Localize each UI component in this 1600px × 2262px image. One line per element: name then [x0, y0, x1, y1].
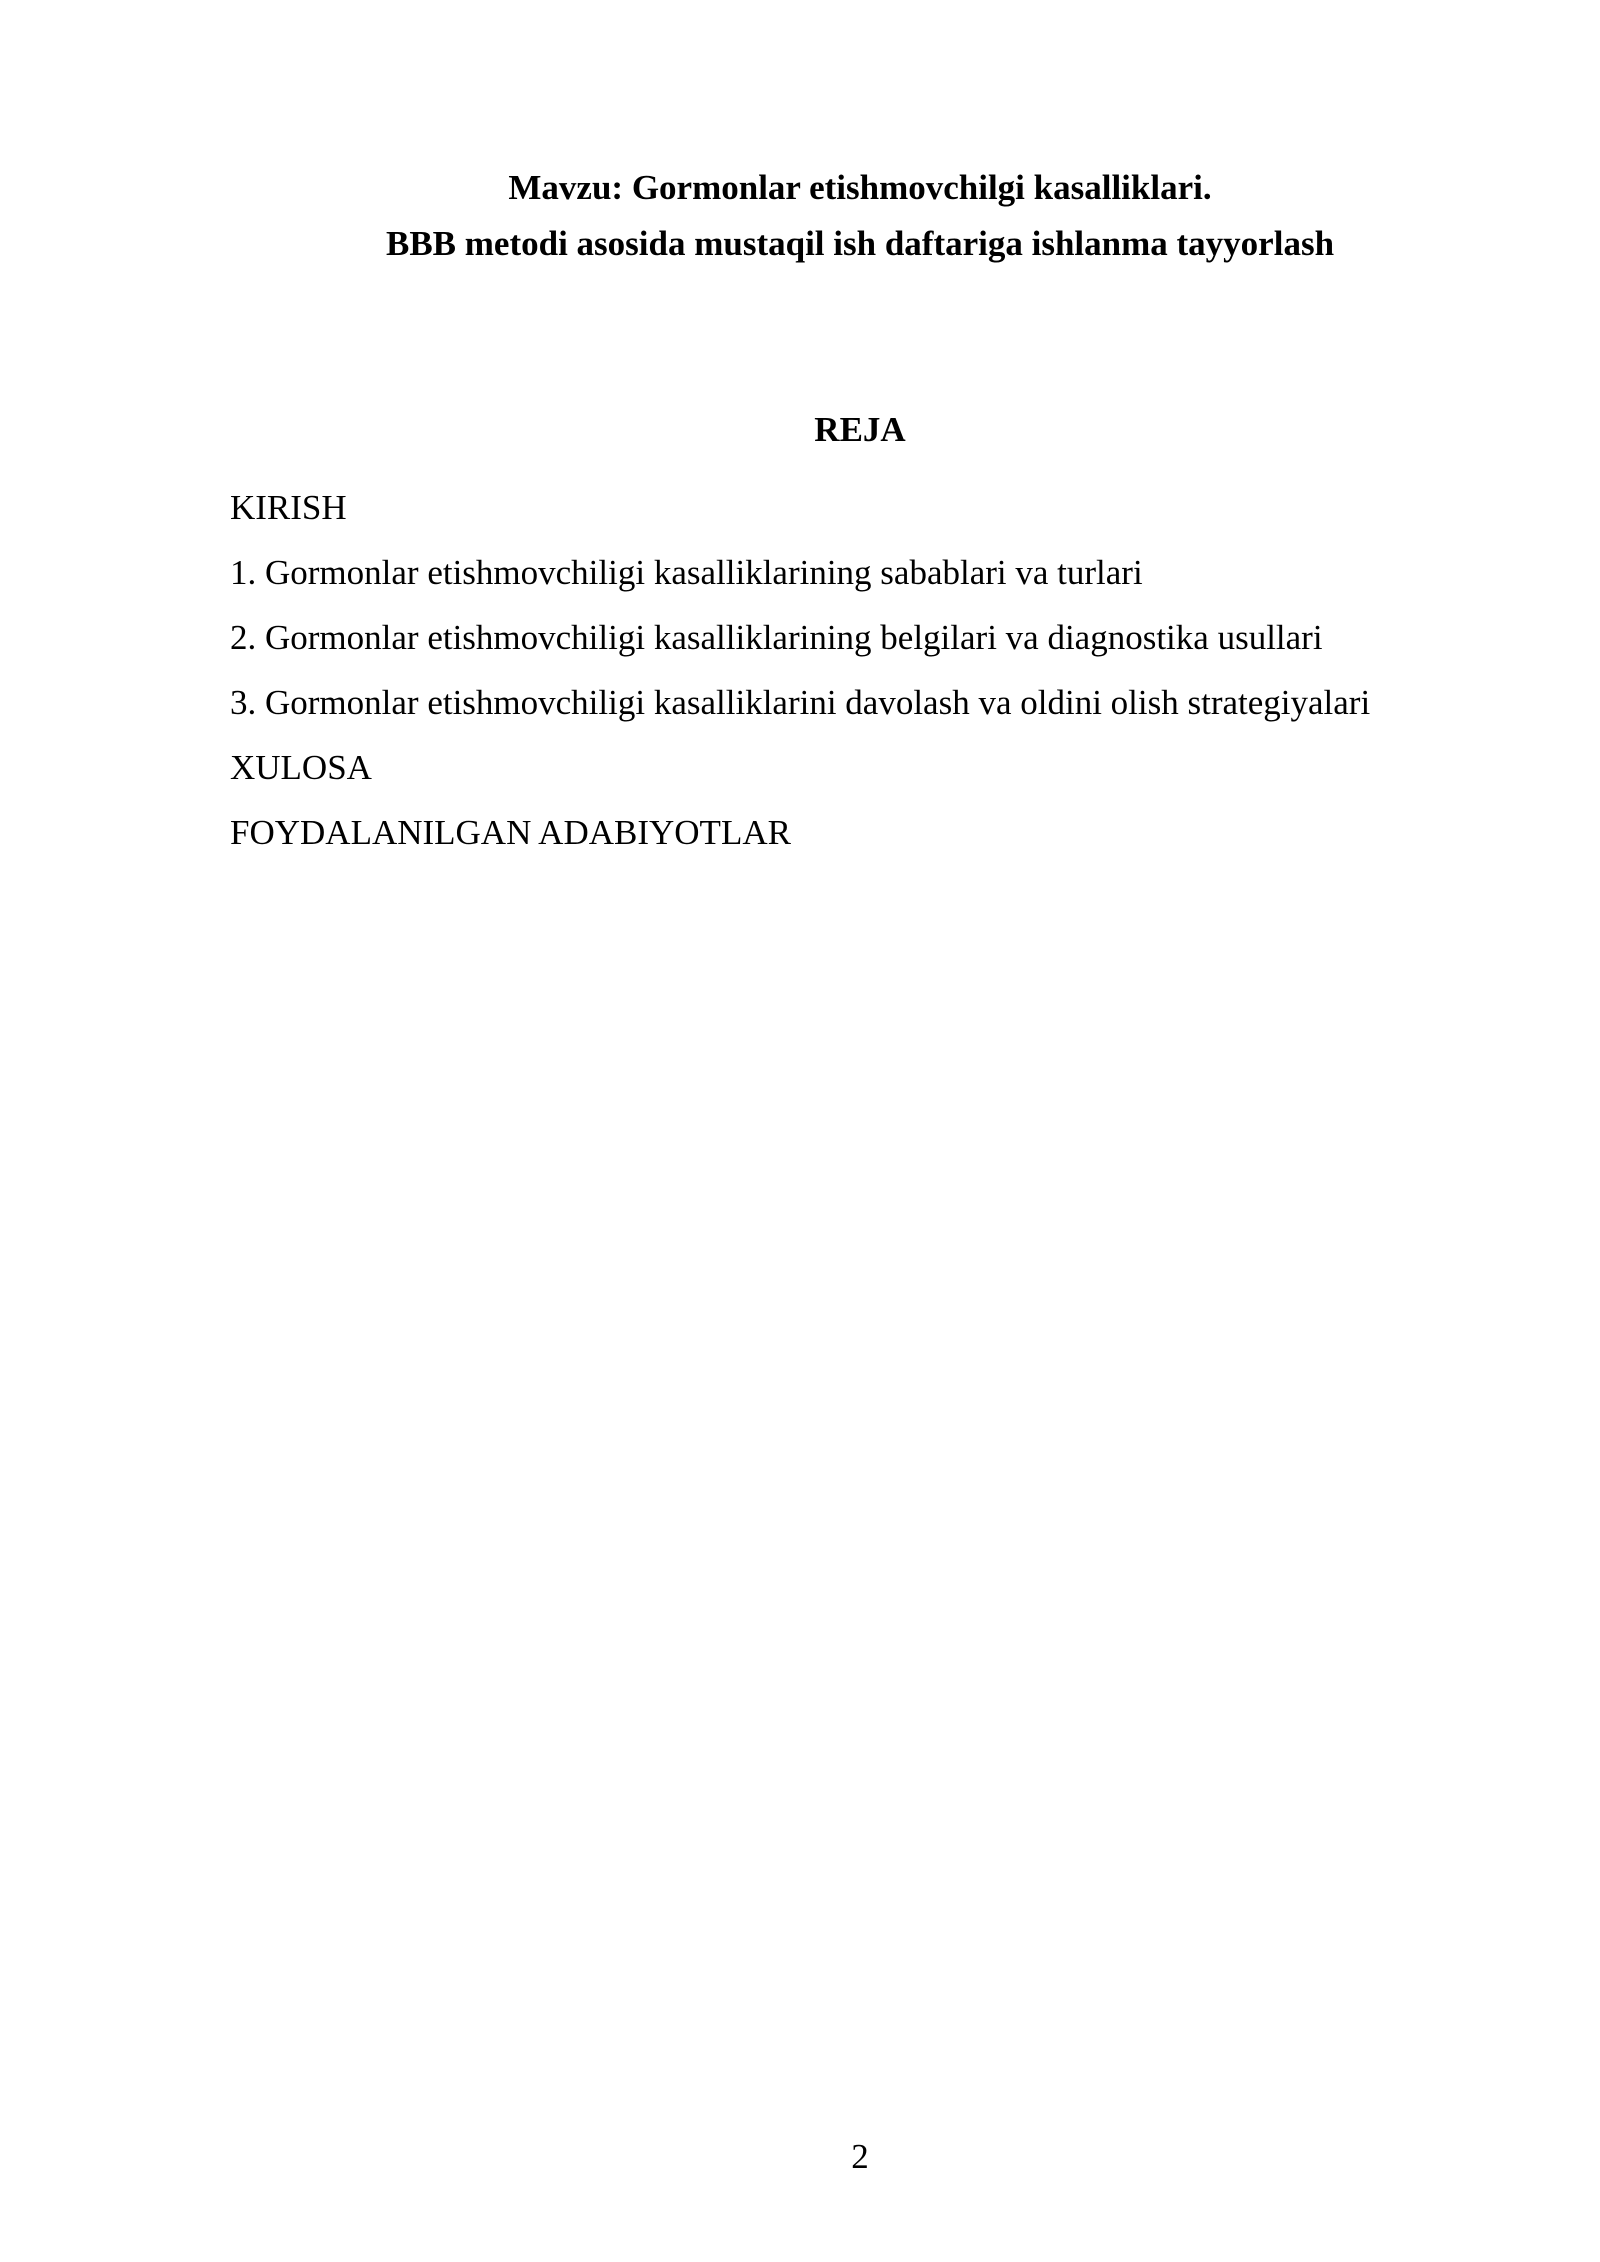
- page-number: 2: [851, 2137, 869, 2176]
- document-title: [0, 160, 1600, 272]
- title-line-topic: Mavzu: Gormonlar etishmovchilgi kasalliklari.: [508, 168, 1212, 207]
- plan-item-2: 2. Gormonlar etishmovchiligi kasalliklarining belgilari va diagnostika usullari: [230, 618, 1323, 657]
- plan-item-3: 3. Gormonlar etishmovchiligi kasalliklarini davolash va oldini olish strategiyalari: [230, 683, 1371, 722]
- plan-list: [230, 475, 1370, 865]
- plan-item-references: FOYDALANILGAN ADABIYOTLAR: [230, 813, 791, 852]
- plan-item-introduction: KIRISH: [230, 488, 347, 527]
- plan-item-1: 1. Gormonlar etishmovchiligi kasalliklarining sabablari va turlari: [230, 553, 1143, 592]
- plan-heading: REJA: [814, 410, 906, 449]
- plan-item-conclusion: XULOSA: [230, 748, 372, 787]
- title-line-subtitle: BBB metodi asosida mustaqil ish daftariga ishlanma tayyorlash: [385, 224, 1335, 263]
